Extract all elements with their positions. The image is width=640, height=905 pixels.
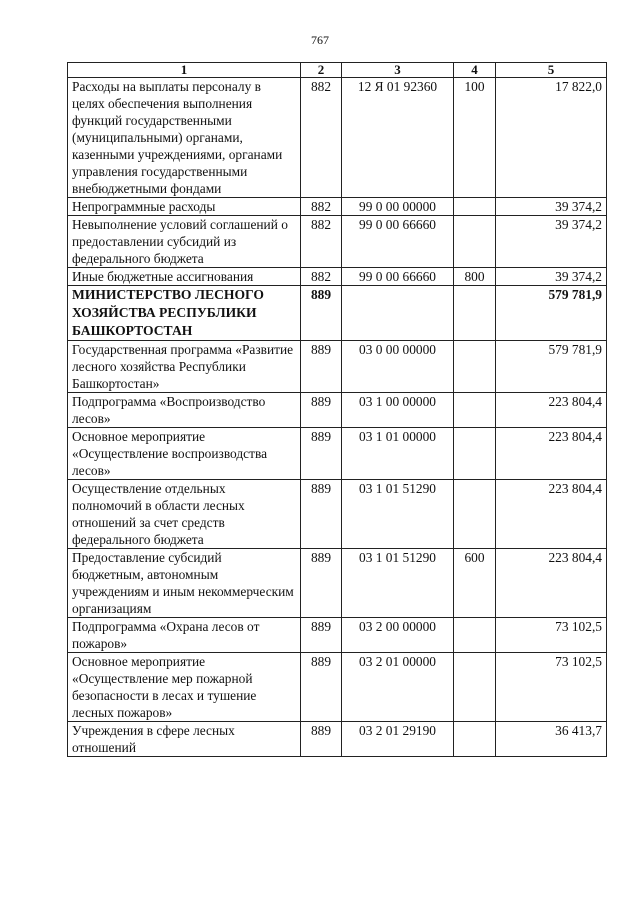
amount: 39 374,2: [496, 198, 607, 216]
expense-type-code: [454, 480, 496, 549]
amount: 223 804,4: [496, 393, 607, 428]
target-article-code: 03 0 00 00000: [342, 341, 454, 393]
table-row: [68, 78, 607, 198]
table-row: [68, 393, 607, 428]
expense-name: Иные бюджетные ассигнования: [68, 268, 301, 286]
ministry-code: 882: [301, 268, 342, 286]
expense-name: Подпрограмма «Охрана лесов от пожаров»: [68, 618, 301, 653]
expense-name: Осуществление отдельных полномочий в области лесных отношений за счет средств федерального бюджета: [68, 480, 301, 549]
target-article-code: 99 0 00 66660: [342, 216, 454, 268]
expense-name: Основное мероприятие «Осуществление мер пожарной безопасности в лесах и тушение лесных пожаров»: [68, 653, 301, 722]
expense-type-code: [454, 393, 496, 428]
ministry-code: 889: [301, 722, 342, 757]
expense-type-code: [454, 198, 496, 216]
table-row: [68, 198, 607, 216]
amount: 223 804,4: [496, 428, 607, 480]
expense-name: Невыполнение условий соглашений о предоставлении субсидий из федерального бюджета: [68, 216, 301, 268]
expense-type-code: [454, 653, 496, 722]
table-row: [68, 341, 607, 393]
amount: 17 822,0: [496, 78, 607, 198]
table-row: [68, 286, 607, 341]
amount: 73 102,5: [496, 618, 607, 653]
ministry-code: 882: [301, 216, 342, 268]
expense-name: Предоставление субсидий бюджетным, автономным учреждениям и иным некоммерческим организациям: [68, 549, 301, 618]
target-article-code: [342, 286, 454, 341]
target-article-code: 99 0 00 66660: [342, 268, 454, 286]
header-row: [68, 63, 607, 78]
ministry-code: 889: [301, 393, 342, 428]
expense-type-code: 800: [454, 268, 496, 286]
target-article-code: 03 1 01 51290: [342, 549, 454, 618]
header-col-3: 3: [342, 63, 454, 78]
target-article-code: 03 2 00 00000: [342, 618, 454, 653]
target-article-code: 03 1 00 00000: [342, 393, 454, 428]
expense-name: Государственная программа «Развитие лесного хозяйства Республики Башкортостан»: [68, 341, 301, 393]
target-article-code: 03 1 01 00000: [342, 428, 454, 480]
expense-type-code: [454, 216, 496, 268]
target-article-code: 03 2 01 00000: [342, 653, 454, 722]
amount: 579 781,9: [496, 341, 607, 393]
expense-name: МИНИСТЕРСТВО ЛЕСНОГО ХОЗЯЙСТВА РЕСПУБЛИКИ БАШКОРТОСТАН: [68, 286, 301, 341]
ministry-code: 889: [301, 618, 342, 653]
expense-type-code: [454, 341, 496, 393]
expense-name: Основное мероприятие «Осуществление воспроизводства лесов»: [68, 428, 301, 480]
ministry-code: 882: [301, 78, 342, 198]
ministry-code: 889: [301, 549, 342, 618]
table-row: [68, 216, 607, 268]
expense-name: Расходы на выплаты персоналу в целях обеспечения выполнения функций государственными (муниципальными) органами, казенными учреждениями, органами управления государственными внебюджетными фондами: [68, 78, 301, 198]
expense-type-code: [454, 428, 496, 480]
header-col-1: 1: [68, 63, 301, 78]
expense-name: Подпрограмма «Воспроизводство лесов»: [68, 393, 301, 428]
table-row: [68, 480, 607, 549]
amount: 39 374,2: [496, 216, 607, 268]
expense-type-code: [454, 722, 496, 757]
target-article-code: 03 2 01 29190: [342, 722, 454, 757]
amount: 223 804,4: [496, 480, 607, 549]
ministry-code: 889: [301, 480, 342, 549]
table-row: [68, 653, 607, 722]
ministry-code: 889: [301, 653, 342, 722]
target-article-code: 03 1 01 51290: [342, 480, 454, 549]
ministry-code: 889: [301, 428, 342, 480]
target-article-code: 12 Я 01 92360: [342, 78, 454, 198]
target-article-code: 99 0 00 00000: [342, 198, 454, 216]
expense-type-code: [454, 618, 496, 653]
header-col-5: 5: [496, 63, 607, 78]
page-number: 767: [311, 33, 329, 47]
table-row: [68, 428, 607, 480]
expense-type-code: 100: [454, 78, 496, 198]
ministry-code: 882: [301, 198, 342, 216]
table-row: [68, 722, 607, 757]
amount: 223 804,4: [496, 549, 607, 618]
expense-type-code: [454, 286, 496, 341]
table-row: [68, 549, 607, 618]
amount: 579 781,9: [496, 286, 607, 341]
amount: 36 413,7: [496, 722, 607, 757]
ministry-code: 889: [301, 286, 342, 341]
expense-type-code: 600: [454, 549, 496, 618]
header-col-4: 4: [454, 63, 496, 78]
amount: 39 374,2: [496, 268, 607, 286]
table-row: [68, 268, 607, 286]
table-row: [68, 618, 607, 653]
expense-name: Учреждения в сфере лесных отношений: [68, 722, 301, 757]
header-col-2: 2: [301, 63, 342, 78]
ministry-code: 889: [301, 341, 342, 393]
table-body: [68, 78, 607, 757]
amount: 73 102,5: [496, 653, 607, 722]
budget-table: [67, 62, 607, 757]
expense-name: Непрограммные расходы: [68, 198, 301, 216]
